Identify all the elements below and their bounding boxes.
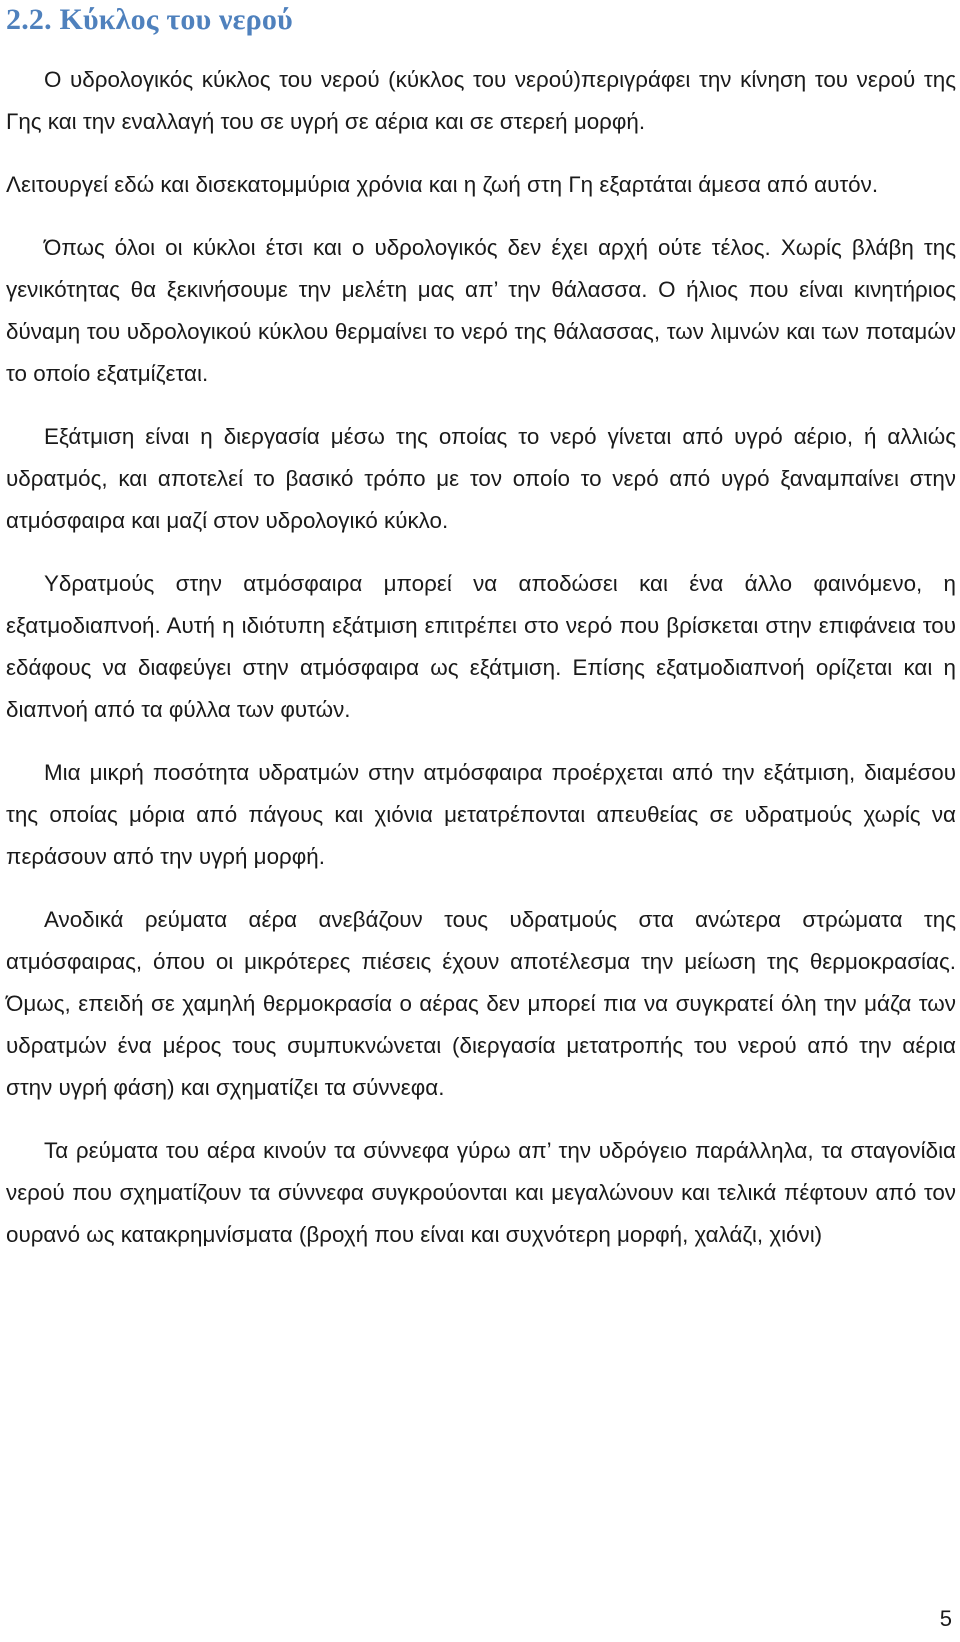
section-heading: 2.2. Κύκλος του νερού [6, 3, 293, 36]
paragraph-precipitation: Τα ρεύματα του αέρα κινούν τα σύννεφα γύρω απ’ την υδρόγειο παράλληλα, τα σταγονίδια νερού που σχηματίζουν τα σύννεφα συγκρούονται και μεγαλώνουν και τελικά πέφτουν από τον ουρανό ως κατακρημνίσματα (βροχή που είναι και συχνότερη μορφή, χαλάζι, χιόνι) [6, 1138, 956, 1247]
paragraph-cycle-duration: Λειτουργεί εδώ και δισεκατομμύρια χρόνια και η ζωή στη Γη εξαρτάται άμεσα από αυτόν. [6, 172, 879, 197]
document-page [6, 0, 956, 1256]
paragraph-condensation: Ανοδικά ρεύματα αέρα ανεβάζουν τους υδρατμούς στα ανώτερα στρώματα της ατμόσφαιρας, όπου οι μικρότερες πιέσεις έχουν αποτέλεσμα την μείωση της θερμοκρασίας. Όμως, επειδή σε χαμηλή θερμοκρασία ο αέρας δεν μπορεί πια να συγκρατεί όλη την μάζα των υδρατμών ένα μέρος τους συμπυκνώνεται (διεργασία μετατροπής του νερού από την αέρια στην υγρή φάση) και σχηματίζει τα σύννεφα. [6, 907, 956, 1100]
page-number: 5 [939, 1606, 952, 1631]
paragraph-sublimation: Μια μικρή ποσότητα υδρατμών στην ατμόσφαιρα προέρχεται από την εξάτμιση, διαμέσου της οποίας μόρια από πάγους και χιόνια μετατρέπονται απευθείας σε υδρατμούς χωρίς να περάσουν από την υγρή μορφή. [6, 760, 956, 869]
paragraph-cycle-start: Όπως όλοι οι κύκλοι έτσι και ο υδρολογικός δεν έχει αρχή ούτε τέλος. Χωρίς βλάβη της γενικότητας θα ξεκινήσουμε την μελέτη μας απ’ την θάλασσα. Ο ήλιος που είναι κινητήριος δύναμη του υδρολογικού κύκλου θερμαίνει το νερό της θάλασσας, των λιμνών και των ποταμών το οποίο εξατμίζεται. [6, 235, 956, 386]
paragraph-evaporation: Εξάτμιση είναι η διεργασία μέσω της οποίας το νερό γίνεται από υγρό αέριο, ή αλλιώς υδρατμός, και αποτελεί το βασικό τρόπο με τον οποίο το νερό από υγρό ξαναμπαίνει στην ατμόσφαιρα και μαζί στον υδρολογικό κύκλο. [6, 424, 956, 533]
paragraph-evapotranspiration: Υδρατμούς στην ατμόσφαιρα μπορεί να αποδώσει και ένα άλλο φαινόμενο, η εξατμοδιαπνοή. Αυτή η ιδιότυπη εξάτμιση επιτρέπει στο νερό που βρίσκεται στην επιφάνεια του εδάφους να διαφεύγει στην ατμόσφαιρα ως εξάτμιση. Επίσης εξατμοδιαπνοή ορίζεται και η διαπνοή από τα φύλλα των φυτών. [6, 571, 956, 722]
paragraph-hydrological-cycle-definition: Ο υδρολογικός κύκλος του νερού (κύκλος του νερού)περιγράφει την κίνηση του νερού της Γης και την εναλλαγή του σε υγρή σε αέρια και σε στερεή μορφή. [6, 67, 956, 134]
